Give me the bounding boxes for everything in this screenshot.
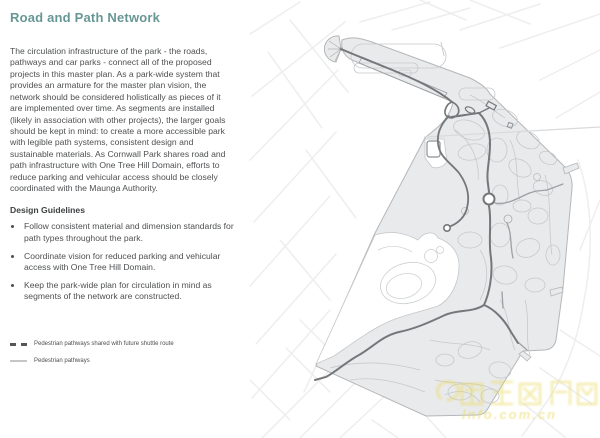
page-title: Road and Path Network	[10, 10, 161, 25]
legend-label: Pedestrian pathways shared with future shuttle route	[34, 341, 174, 347]
design-guidelines-list	[10, 221, 234, 302]
guideline-item: • Follow consistent material and dimension standards for path types throughout the park.	[23, 221, 234, 243]
legend-label: Pedestrian pathways	[34, 358, 90, 364]
legend-item-shuttle	[10, 341, 174, 347]
intro-paragraph: The circulation infrastructure of the park - the roads, pathways and car parks - connect all of the proposed projects in this master plan. As a park-wide system that provides an armature for the master plan vision, the network should be considered holistically as pieces of it are implemented over time. As segments are installed (likely in association with other projects), the larger goals should be kept in mind: to create a more accessible park with legible path systems, consistent design and sustainable materials. As Cornwall Park shares road and path infrastructure with One Tree Hill Domain, efforts to reduce parking and vehicular access should be closely coordinated with the Maunga Authority.	[10, 46, 226, 194]
fan-entrance	[324, 36, 342, 62]
legend-swatch-shuttle-line	[10, 343, 27, 346]
watermark-url-text: lnfo.com.cn	[462, 407, 557, 422]
map-legend	[10, 341, 174, 375]
legend-swatch-pedestrian-line	[10, 360, 27, 361]
guideline-item: • Coordinate vision for reduced parking and vehicular access with One Tree Hill Domain.	[23, 251, 234, 273]
guideline-item: • Keep the park-wide plan for circulation in mind as segments of the network are constructed.	[23, 280, 234, 302]
design-guidelines-heading: Design Guidelines	[10, 205, 85, 216]
watermark	[438, 382, 596, 404]
roundabout	[484, 194, 495, 205]
path-terminus	[444, 225, 450, 231]
text-column	[10, 10, 234, 310]
legend-item-pedestrian	[10, 358, 174, 364]
